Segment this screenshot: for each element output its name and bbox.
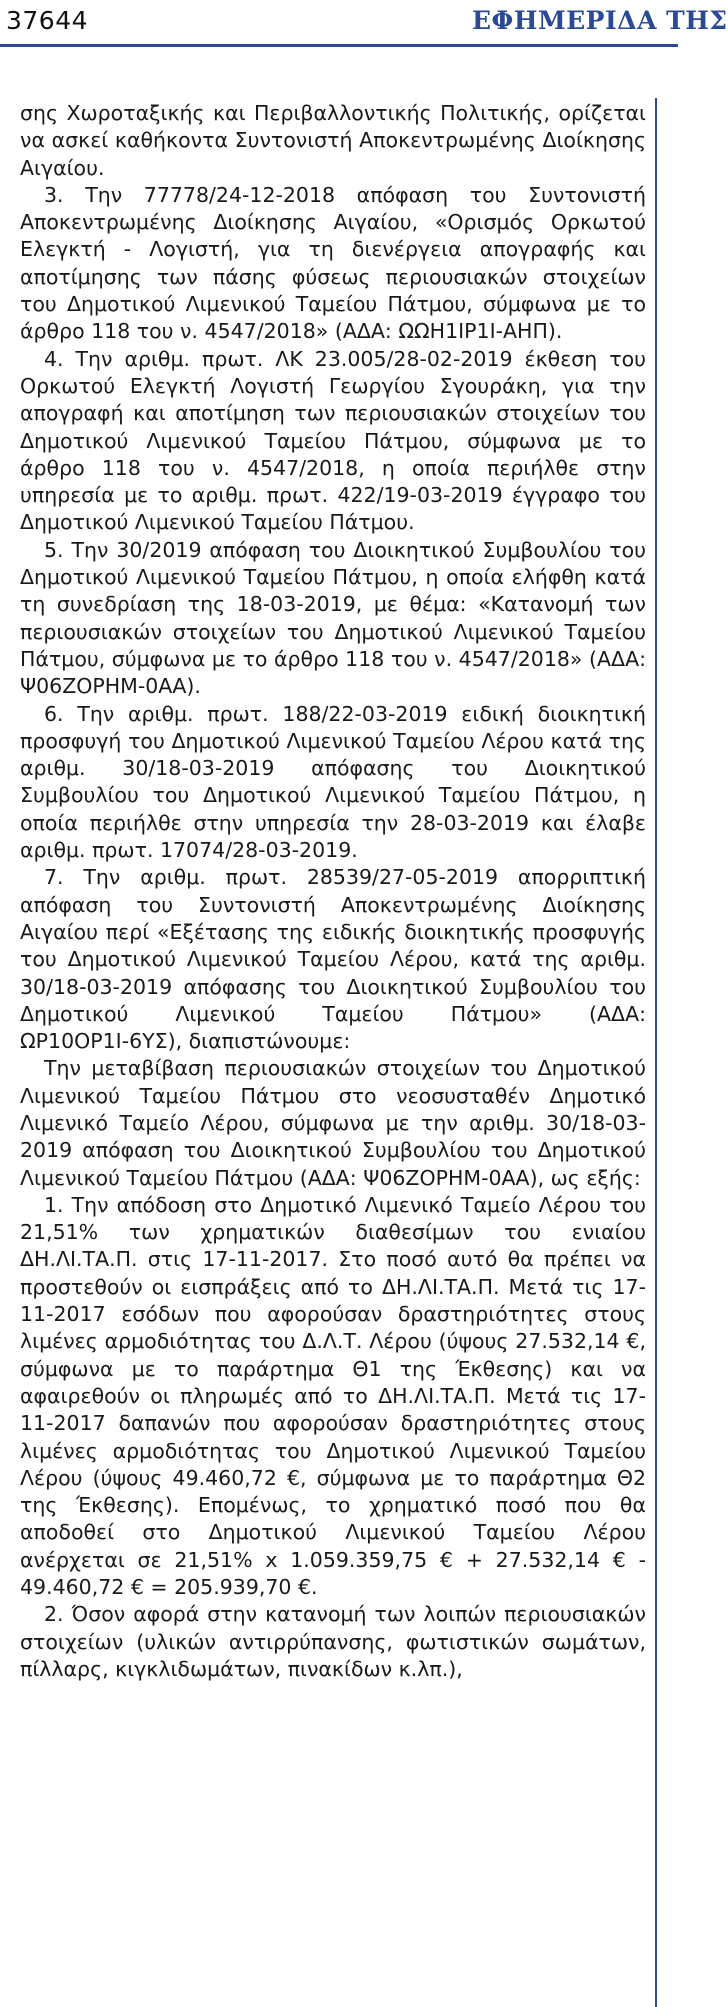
text-column — [20, 100, 646, 1683]
paragraph-continuation: σης Χωροταξικής και Περιβαλλοντικής Πολιτικής, ορίζεται να ασκεί καθήκοντα Συντονιστή Αποκεντρωμένης Διοίκησης Αιγαίου. — [20, 101, 646, 180]
gazette-title: ΕΦΗΜΕΡΙΔΑ ΤΗΣ — [472, 6, 728, 35]
page-header — [0, 0, 728, 48]
paragraph-item-3: 3. Την 77778/24-12-2018 απόφαση του Συντονιστή Αποκεντρωμένης Διοίκησης Αιγαίου, «Ορισμός Ορκωτού Ελεγκτή - Λογιστή, για τη διενέργεια απογραφής και αποτίμησης των πάσης φύσεως περιουσιακών στοιχείων του Δημοτικού Λιμενικού Ταμείου Πάτμου, σύμφωνα με το άρθρο 118 του ν. 4547/2018» (ΑΔΑ: ΩΩΗ1ΙΡ1Ι-ΑΗΠ). — [20, 182, 646, 344]
paragraph-transfer-intro: Την μεταβίβαση περιουσιακών στοιχείων του Δημοτικού Λιμενικού Ταμείου Πάτμου στο νεοσυσταθέν Δημοτικό Λιμενικό Ταμείο Λέρου, σύμφωνα με την αριθμ. 30/18-03-2019 απόφαση του Διοικητικού Συμβουλίου του Δημοτικού Λιμενικού Ταμείου Πάτμου (ΑΔΑ: Ψ06ΖΟΡΗΜ-0ΑΑ), ως εξής: — [20, 1056, 646, 1190]
paragraph-item-6: 6. Την αριθμ. πρωτ. 188/22-03-2019 ειδική διοικητική προσφυγή του Δημοτικού Λιμενικού Ταμείου Λέρου κατά της αριθμ. 30/18-03-2019 απόφασης του Διοικητικού Συμβουλίου του Δημοτικού Λιμενικού Ταμείου Πάτμου, η οποία περιήλθε στην υπηρεσία την 28-03-2019 και έλαβε αριθμ. πρωτ. 17074/28-03-2019. — [20, 701, 646, 863]
paragraph-item-5: 5. Την 30/2019 απόφαση του Διοικητικού Συμβουλίου του Δημοτικού Λιμενικού Ταμείου Πάτμου, η οποία ελήφθη κατά τη συνεδρίαση της 18-03-2019, με θέμα: «Κατανομή των περιουσιακών στοιχείων του Δημοτικού Λιμενικού Ταμείου Πάτμου, σύμφωνα με το άρθρο 118 του ν. 4547/2018» (ΑΔΑ: Ψ06ΖΟΡΗΜ-0ΑΑ). — [20, 537, 646, 699]
paragraph-transfer-1: 1. Την απόδοση στο Δημοτικό Λιμενικό Ταμείο Λέρου του 21,51% των χρηματικών διαθεσίμων του ενιαίου ΔΗ.ΛΙ.ΤΑ.Π. στις 17-11-2017. Στο ποσό αυτό θα πρέπει να προστεθούν οι εισπράξεις από το ΔΗ.ΛΙ.ΤΑ.Π. Μετά τις 17-11-2017 εσόδων που αφορούσαν δραστηριότητες στους λιμένες αρμοδιότητας του Δ.Λ.Τ. Λέρου (ύψους 27.532,14 €, σύμφωνα με το παράρτημα Θ1 της Έκθεσης) και να αφαιρεθούν οι πληρωμές από το ΔΗ.ΛΙ.ΤΑ.Π. Μετά τις 17-11-2017 δαπανών που αφορούσαν δραστηριότητες στους λιμένες αρμοδιότητας του Δημοτικού Λιμενικού Ταμείου Λέρου (ύψους 49.460,72 €, σύμφωνα με το παράρτημα Θ2 της Έκθεσης). Επομένως, το χρηματικό ποσό που θα αποδοθεί στο Δημοτικού Λιμενικού Ταμείου Λέρου ανέρχεται σε 21,51% x 1.059.359,75 € + 27.532,14 € - 49.460,72 € = 205.939,70 €. — [20, 1192, 646, 1600]
paragraph-transfer-2: 2. Όσον αφορά στην κατανομή των λοιπών περιουσιακών στοιχείων (υλικών αντιρρύπανσης, φωτιστικών σωμάτων, πίλλαρς, κιγκλιδωμάτων, πινακίδων κ.λπ.), — [20, 1602, 646, 1681]
column-rule — [655, 98, 657, 2007]
paragraph-item-7: 7. Την αριθμ. πρωτ. 28539/27-05-2019 απορριπτική απόφαση του Συντονιστή Αποκεντρωμένης Διοίκησης Αιγαίου περί «Εξέτασης της ειδικής διοικητικής προσφυγής του Δημοτικού Λιμενικού Ταμείου Λέρου, κατά της αριθμ. 30/18-03-2019 απόφασης του Διοικητικού Συμβουλίου του Δημοτικού Λιμενικού Ταμείου Πάτμου» (ΑΔΑ: ΩΡ10ΟΡ1Ι-6ΥΣ), διαπιστώνουμε: — [20, 865, 646, 1054]
paragraph-item-4: 4. Την αριθμ. πρωτ. ΛΚ 23.005/28-02-2019 έκθεση του Ορκωτού Ελεγκτή Λογιστή Γεωργίου Σγουράκη, για την απογραφή και αποτίμηση των περιουσιακών στοιχείων του Δημοτικού Λιμενικού Ταμείου Πάτμου, σύμφωνα με το άρθρο 118 του ν. 4547/2018, η οποία περιήλθε στην υπηρεσία με το αριθμ. πρωτ. 422/19-03-2019 έγγραφο του Δημοτικού Λιμενικού Ταμείου Πάτμου. — [20, 346, 646, 535]
page-number: 37644 — [6, 6, 89, 35]
header-rule — [0, 44, 678, 47]
